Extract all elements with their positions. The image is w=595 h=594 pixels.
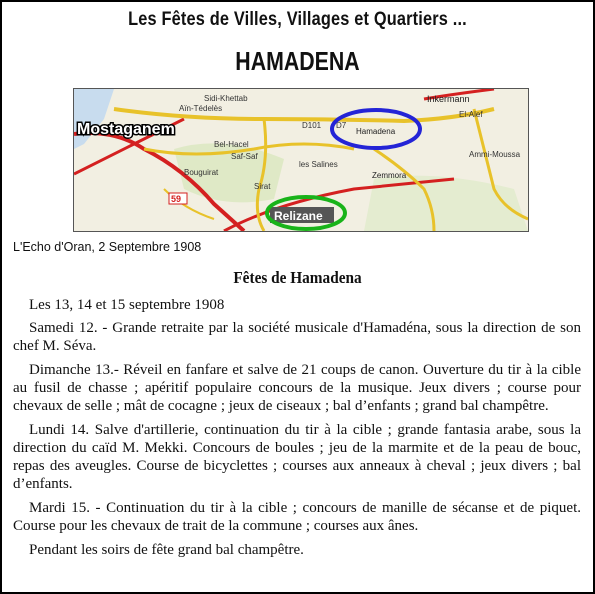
article-title: Fêtes de Hamadena xyxy=(233,268,362,287)
series-title: Les Fêtes de Villes, Villages et Quartiers ... xyxy=(128,9,467,30)
place-title: HAMADENA xyxy=(235,46,360,76)
map-label-relizane: Relizane xyxy=(274,209,323,223)
article-paragraph-soirs: Pendant les soirs de fête grand bal champêtre. xyxy=(29,542,304,558)
article-paragraph-lundi: Lundi 14. Salve d'artillerie, continuation du tir à la cible ; grande fantasia arabe, sous la direction du caïd M. Mekki. Concours de boules ; jeu de la marmite et de la peau de bouc, repas des aveugles. Course de bicyclettes ; courses aux anneaux à cheval ; jeux divers ; bal d’enfants. xyxy=(13,422,581,492)
article-paragraph-dimanche: Dimanche 13.- Réveil en fanfare et salve de 21 coups de canon. Ouverture du tir à la cible au fusil de chasse ; apéritif populaire concours de la musique. Jeux divers ; course pour chevaux de selle ; mât de cocagne ; jeux de ciseaux ; bal d’enfants ; grand bal champêtre. xyxy=(13,362,581,414)
article-paragraph-mardi: Mardi 15. - Continuation du tir à la cible ; concours de manille de sécanse et de piquet. Course pour les chevaux de trait de la commune ; courses aux ânes. xyxy=(13,500,581,534)
map-illustration xyxy=(74,89,528,231)
map-label-sirat: Sirat xyxy=(254,182,271,191)
map-label-bouguirat: Bouguirat xyxy=(184,168,219,177)
map-label-mostaganem: Mostaganem xyxy=(77,121,175,138)
article-body xyxy=(13,296,581,565)
map-label-les-salines: les Salines xyxy=(299,160,338,169)
route-59-label: 59 xyxy=(171,194,182,204)
article-paragraph-samedi: Samedi 12. - Grande retraite par la société musicale d'Hamadéna, sous la direction de son chef M. Séva. xyxy=(13,320,581,354)
article-paragraph-dates: Les 13, 14 et 15 septembre 1908 xyxy=(29,297,225,313)
map-label-d7: D7 xyxy=(336,121,347,130)
map-label-ain-tedeles: Aïn-Tédelès xyxy=(179,104,223,113)
map-label-saf-saf: Saf-Saf xyxy=(231,152,258,161)
map-label-sidi-khettab: Sidi-Khettab xyxy=(204,94,248,103)
map-label-zemmora: Zemmora xyxy=(372,171,407,180)
map-label-d101: D101 xyxy=(302,121,322,130)
source-citation: L'Echo d'Oran, 2 Septembre 1908 xyxy=(13,240,202,254)
map-label-hamadena: Hamadena xyxy=(356,127,396,136)
map-label-bel-hacel: Bel-Hacel xyxy=(214,140,249,149)
map-label-inkermann: Inkermann xyxy=(427,94,470,104)
map-image xyxy=(73,88,529,232)
map-label-el-alef: El-Alef xyxy=(459,110,483,119)
map-label-ammi-moussa: Ammi-Moussa xyxy=(469,150,521,159)
